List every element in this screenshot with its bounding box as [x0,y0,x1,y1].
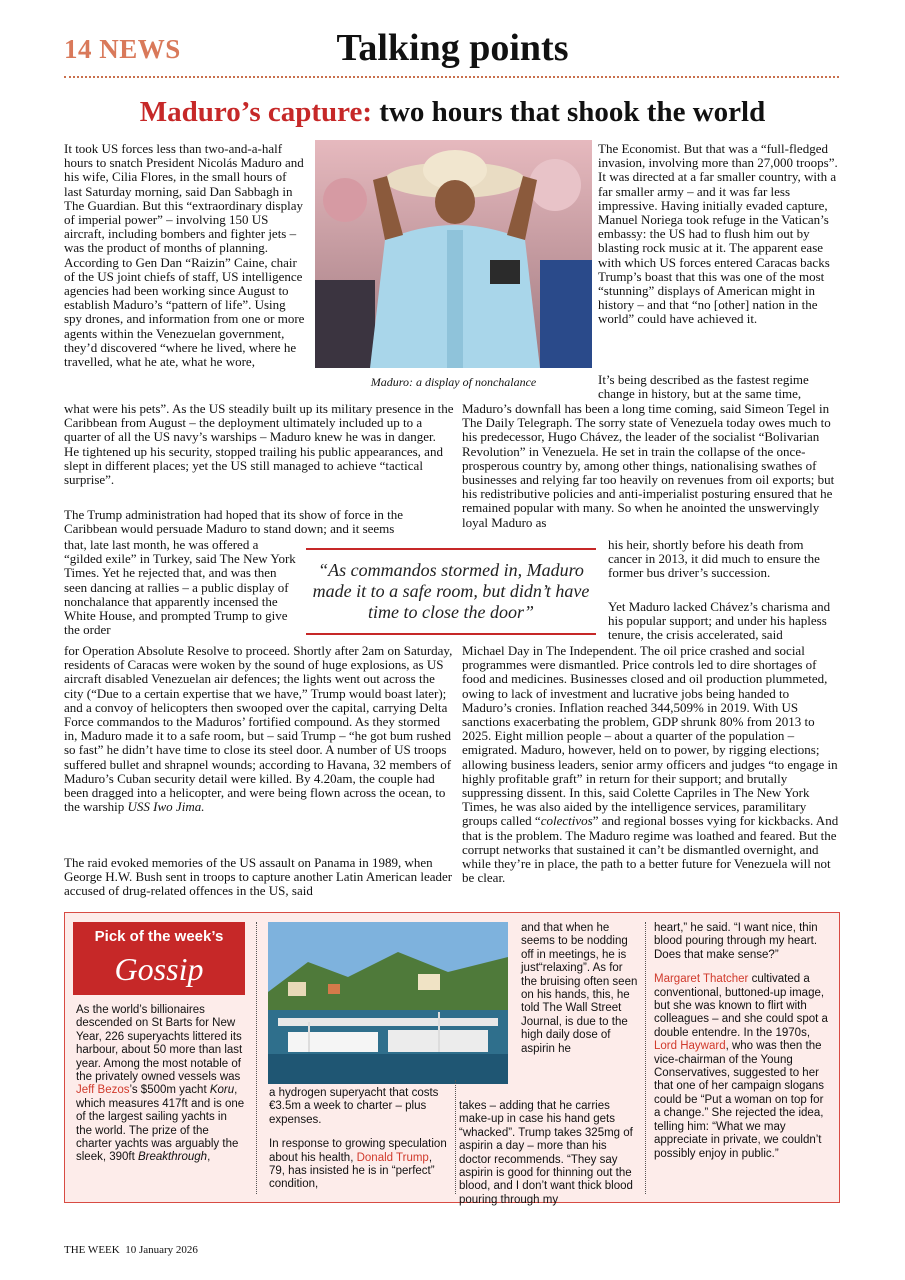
gossip-name-hayward: Lord Hayward [654,1040,726,1053]
gossip-col1-c: , which measures 417ft and is one of the largest sailing yachts in the world. The prize of the charter yachts was arguably the sleek, 390ft [76,1084,245,1164]
gossip-col2-b: In response to growing speculation about his health, [269,1138,447,1164]
article-col1-top: It took US forces less than two-and-a-half hours to snatch President Nicolás Maduro and his wife, Cilia Flores, in the small hours of last Saturday morning, said Dan Sabbagh in The Guardian. But this “extraordinary display of imperial power” – involving 150 US aircraft, including bombers and fighter jets – was the product of months of planning. According to Gen Dan “Raizin” Caine, chair of the US joint chiefs of staff, US intelligence agencies had been working since August to establish Maduro’s “pattern of life”. Using spy drones, and information from one or more agents within the Venezuelan government, they’d discovered “where he lived, where he travelled, what he ate, what he wore, [64,141,305,370]
article-p2-wide: The Trump administration had hoped that its show of force in the Caribbean would persuade Maduro to stand down; and it seems [64,507,404,537]
colectivos-term: colectivos [540,813,593,829]
footer-masthead: THE WEEK [64,1244,120,1256]
harbour-photo [268,922,508,1084]
article-p2-rest-text: for Operation Absolute Resolve to proceed. Shortly after 2am on Saturday, residents of Caracas were woken by the sound of huge explosions, as US aircraft disabled Venezuelan air defences; the lights went out across the city (“Due to a certain expertise that we have,” Trump would boast later); and a convoy of helicopters then swooped over the capital, carrying Delta Force commandos to the Maduros’ fortified compound. As they stormed in, Maduro made it to a safe room, but – said Trump – “he got bum rushed so fast” he didn’t have time to close its steel door. A number of US troops suffered bullet and shrapnel wounds; according to Havana, 32 members of Maduro’s Cuban security detail were killed. By 4.20am, the couple had been dragged into a helicopter, and were being flown across the ocean, to the warship [64,643,453,815]
page-title: Talking points [336,27,569,69]
headline-black-part: two hours that shook the world [379,96,766,128]
maduro-photo-illustration [315,140,592,368]
page-section-label: 14 NEWS [64,34,181,64]
gossip-yacht-koru: Koru [209,1084,235,1097]
gossip-col4-a: heart,” he said. “I want nice, thin blood pouring through my heart. Does that make sense?” [654,922,818,961]
article-col3-p3-end: ” and regional bosses vying for kickbacks. And that is the problem. The Maduro regime was loathed and feared. But the corrupt networks that sustained it can’t be dismantled overnight, and while they’re in place, the path to a better future for Venezuela will not be clear. [462,813,839,886]
gossip-name-bezos: Jeff Bezos [76,1084,130,1097]
gossip-name-trump: Donald Trump [356,1151,429,1164]
gossip-col4-b: cultivated a conventional, buttoned-up image, but she was known to flirt with colleagues – and she could spot a double entendre. In the 1970s, [654,973,828,1039]
page-footer [64,1244,198,1256]
gossip-col3-wide: takes – adding that he carries make-up in case his hand gets “whacked”. Trump takes 325mg of aspirin a day – more than his doctor recommends. “They say aspirin is good for thinning out the blood, and I don’t want thick blood pouring through my [459,1100,633,1206]
article-headline [0,96,905,129]
gossip-divider-1 [256,922,257,1194]
article-p2-rest [64,644,454,814]
maduro-photo [315,140,592,368]
photo-caption: Maduro: a display of nonchalance [370,375,537,389]
header-divider [64,76,839,78]
gossip-col1-a: As the world’s billionaires descended on St Barts for New Year, 226 superyachts littered its harbour, about 50 more than last year. Among the most notable of the privately owned vessels was [76,1004,243,1084]
gossip-col2-a: a hydrogen superyacht that costs €3.5m a week to charter – plus expenses. [269,1087,439,1126]
gossip-col2-c: , 79, has insisted he is in “perfect” condition, [269,1151,435,1191]
article-col3-p3-wide [462,644,840,885]
gossip-col1-b: ’s $500m yacht [129,1084,210,1097]
gossip-name-thatcher: Margaret Thatcher [654,973,749,986]
gossip-yacht-breakthrough: Breakthrough [138,1151,208,1164]
article-col3-p3-narrow: Yet Maduro lacked Chávez’s charisma and his popular support; and under his hapless tenure, the crisis accelerated, said [608,599,831,643]
harbour-photo-illustration [268,922,508,1084]
gossip-col4-b-wrap [654,973,832,1161]
pull-quote: “As commandos stormed in, Maduro made it to a safe room, but didn’t have time to close the door” [306,548,596,635]
article-col3-p3-text: Michael Day in The Independent. The oil price crashed and social programmes were dismantled. Price controls led to dire shortages of food and medicines. Businesses closed and oil production plummeted, owing to lack of investment and lucrative jobs being handed to Maduro’s cronies. Inflation reached 344,509% in 2019. With US sanctions exacerbating the problem, GDP shrunk 80% from 2013 to 2025. Eight million people – about a quarter of the population – emigrated. Maduro, however, held on to power, by rigging elections; allowing business leaders, senior army officers and judges “to engage in highly profitable graft” in return for their support; and brutally suppressing dissent. In this, said Colette Capriles in The New York Times, he was also aided by the intelligence services, paramilitary groups called “ [462,643,838,829]
article-col3-top: The Economist. But that was a “full-fledged invasion, involving more than 27,000 troops”. It was directed at a far smaller country, with a far smaller army – and it was far less impressive. Having initially evaded capture, Manuel Noriega took refuge in the Vatican’s embassy: the US had to flush him out by blasting rock music at it. The apparent ease with which US forces entered Caracas backs Trump’s boast that this was one of the most “stunning” displays of American might in history – and that “no [other] nation in the world” could have achieved it. [598,141,838,327]
gossip-header: Pick of the week’s [73,922,245,968]
gossip-col2 [269,1087,449,1192]
gossip-divider-3 [645,922,646,1194]
article-p2-narrow: that, late last month, he was offered a “gilded exile” in Turkey, said The New York Times. Yet he rejected that, and was then seen dancing at rallies – a public display of nonchalance that apparently incensed the White House, and prompted Trump to give the order [64,537,296,638]
headline-red-part: Maduro’s capture: [139,96,373,128]
gossip-col4-c: , who was then the vice-chairman of the Young Conservatives, suggested to her that one of her campaign slogans could be “Put a woman on top for a change.” She rejected the idea, telling him: “What we may appreciate in private, we couldn’t possibly enjoy in public.” [654,1040,825,1160]
gossip-col1-d: , [207,1151,211,1164]
article-col3-p2-narrow: It’s being described as the fastest regime change in history, but at the same time, [598,372,809,402]
gossip-title: Gossip [73,952,245,995]
article-col3-p2-narrow2: his heir, shortly before his death from cancer in 2013, it did much to ensure the former bus driver’s succession. [608,537,820,581]
gossip-divider-2 [455,1080,456,1194]
article-p3: The raid evoked memories of the US assault on Panama in 1989, when George H.W. Bush sent in troops to capture another Latin American leader accused of drug-related offences in the US, said [64,855,453,899]
article-col3-p2-wide: Maduro’s downfall has been a long time coming, said Simeon Tegel in The Daily Telegraph. The sorry state of Venezuela today owes much to his predecessor, Hugo Chávez, the leader of the socialist “Bolivarian Revolution” in Venezuela. He set in train the collapse of the once-prosperous country by, among other things, nationalising swathes of businesses and relying far too heavily on revenues from oil exports; but his redistributive policies and anti-imperialist posturing ensured that he remained popular with many. So when he anointed the unswervingly loyal Maduro as [462,401,835,530]
gossip-col1 [76,1004,246,1165]
ship-name: USS Iwo Jima. [127,799,205,815]
gossip-col4 [654,922,832,1161]
article-col1-wide: what were his pets”. As the US steadily built up its military presence in the Caribbean from August – the deployment ultimately included up to a quarter of all the US navy’s warships – Maduro knew he was in danger. He tightened up his security, stopped trailing his public appearances, and slept in different places; yet the US still managed to achieve “tactical surprise”. [64,401,454,488]
gossip-col2-b-wrap [269,1138,449,1192]
footer-date: 10 January 2026 [125,1244,198,1256]
gossip-col3-narrow: and that when he seems to be nodding off in meetings, he is just“relaxing”. As for the bruising often seen on his hands, this, he told The Wall Street Journal, is due to the high daily dose of aspirin he [521,922,638,1055]
